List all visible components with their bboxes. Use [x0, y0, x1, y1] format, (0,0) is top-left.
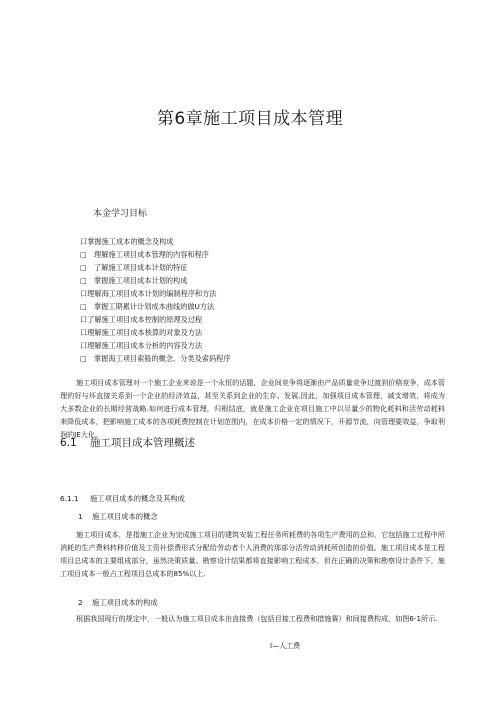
- objective-item: 口理解施工项目成本分析的内容及方法: [80, 341, 203, 350]
- point2-heading: 2 施工项目成本的构成: [78, 598, 158, 607]
- objective-item: 口了解施工项目成本控制的原理及过程: [80, 315, 203, 324]
- subsection-heading: 6.1.1 施工项目成本的概念及其构成: [60, 494, 185, 503]
- objective-item: 口理解施工项目成本核算的对象及方法: [80, 328, 203, 337]
- objectives-heading: 本金学习目标: [93, 209, 148, 219]
- intro-paragraph: 施工项目成本管理对一个施工企业来说是一个永恒的话题，企业间竞争将逐渐由产品质量竞争过渡到价格竞争，成本管理的好与坏直接关系到一个企业的经济效益，甚至关系到企业的生存、发展.因此，加强项目成本管理，减支增效，将成为大多数企业的长期经营战略.如何进行成本管理，归根结底，就是施工企业在项目施工中以尽量少的物化耗料和活劳动耗料来降低成本，把影响施工成本的各项耗费控制在计划范围内，在成本价格一定的情况下，开源节流，向管理要效益，争取利润的JE大化。: [60, 378, 445, 439]
- section-heading: 6.1 施工项目成本管理概述: [60, 437, 195, 449]
- objective-item: 口掌握施工成本的概念及构成: [80, 237, 174, 246]
- objective-item: □ 掌握海工项目索般的概念、分类及索码程序: [80, 354, 231, 363]
- objective-item: □ 理解施工项目成本管理的内容和程序: [80, 250, 209, 259]
- objective-item: □ 了解施工项目成本计划的特征: [80, 263, 188, 272]
- point1-paragraph: 施工项目成本，是指施工企业为完成施工项目的建筑安装工程任务所耗费的各项生产费用的总和，它包括施工过程中所消耗的生产费料转移价值及工资补偿费形式分配给劳动者个人消费的那部分活劳动消耗所创造的价值。施工项目成本是工程项目总成本的主要组成部分，虽然决策质量、勘察设计结果都将直接影响工程成本，但在正确的决策和勘察设计条件下，施工项目成本一般占工程项目总成本的85%以上.: [60, 530, 445, 578]
- objective-item: □ 掌握工期累计计划成本曲线的做U方法: [80, 302, 215, 311]
- figure-label: I—人工费: [270, 642, 301, 650]
- chapter-title: 第6章施工项目成本管理: [156, 109, 344, 129]
- point2-paragraph: 根据我国现行的规定中，一般认为施工项目成本由直接费（包括目接工程费和措施赛）和间接费构成，如图6-1所示.: [76, 614, 438, 623]
- objective-item: □ 掌握施工项目成本计划的构成: [80, 276, 188, 285]
- objective-item: 口理解海工项目成本计划的编制程序和方法: [80, 289, 217, 298]
- point1-heading: 1 施工项目成本的概念: [78, 512, 158, 521]
